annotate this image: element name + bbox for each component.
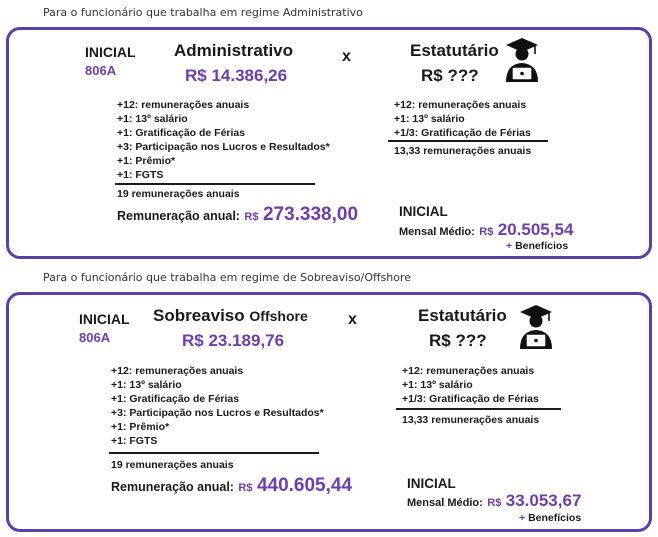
statutory-inicial: INICIAL bbox=[399, 204, 448, 219]
graduate-laptop-icon bbox=[516, 303, 556, 353]
monthly-average bbox=[399, 220, 573, 240]
annual-remuneration bbox=[117, 204, 358, 226]
regime-name: Sobreaviso bbox=[153, 306, 245, 325]
list-item: +1: 13º salário bbox=[394, 113, 465, 125]
plus-sign: + bbox=[519, 512, 526, 524]
list-item: +1/3: Gratificação de Férias bbox=[394, 127, 531, 139]
benefit-list bbox=[117, 98, 330, 182]
annual-label: Remuneração anual: bbox=[117, 209, 240, 223]
inicial-label: INICIAL bbox=[85, 44, 136, 60]
beneficios-note bbox=[519, 512, 581, 524]
statutory-total: 13,33 remunerações anuais bbox=[402, 414, 540, 426]
benefit-list bbox=[111, 364, 324, 448]
divider bbox=[115, 183, 315, 185]
list-item: +3: Participação nos Lucros e Resultados* bbox=[117, 141, 330, 153]
total-remuneracoes: 19 remunerações anuais bbox=[117, 188, 240, 200]
list-item: +1/3: Gratificação de Férias bbox=[402, 393, 539, 405]
comparison-card-administrativo bbox=[6, 27, 652, 259]
annual-value: 273.338,00 bbox=[262, 204, 359, 225]
divider bbox=[109, 452, 319, 454]
statutory-salary: R$ ??? bbox=[429, 331, 487, 350]
mensal-label: Mensal Médio: bbox=[407, 497, 483, 509]
regime-title bbox=[153, 306, 308, 326]
annual-value: 440.605,44 bbox=[256, 475, 353, 496]
base-salary: R$ 14.386,26 bbox=[185, 66, 288, 85]
section-caption: Para o funcionário que trabalha em regime de Sobreaviso/Offshore bbox=[43, 271, 412, 284]
list-item: +1: Prêmio* bbox=[111, 421, 170, 433]
list-item: +12: remunerações anuais bbox=[117, 99, 250, 111]
list-item: +1: Prêmio* bbox=[117, 155, 176, 167]
base-salary: R$ 23.189,76 bbox=[182, 331, 285, 350]
section-caption: Para o funcionário que trabalha em regime Administrativo bbox=[43, 6, 363, 19]
versus-mark: x bbox=[348, 311, 357, 328]
annual-currency: R$ bbox=[238, 482, 253, 494]
statutory-inicial: INICIAL bbox=[407, 476, 456, 491]
mensal-label: Mensal Médio: bbox=[399, 226, 475, 238]
plus-sign: + bbox=[506, 240, 513, 252]
regime-title bbox=[174, 41, 293, 61]
level-code: 806A bbox=[85, 63, 117, 78]
statutory-total: 13,33 remunerações anuais bbox=[394, 145, 532, 157]
list-item: +1: Gratificação de Férias bbox=[111, 393, 240, 405]
annual-label: Remuneração anual: bbox=[111, 480, 234, 494]
statutory-salary: R$ ??? bbox=[421, 66, 479, 85]
list-item: +1: FGTS bbox=[117, 169, 164, 181]
mensal-currency: R$ bbox=[479, 226, 494, 238]
beneficios-label: Benefícios bbox=[528, 512, 582, 524]
list-item: +12: remunerações anuais bbox=[111, 365, 244, 377]
mensal-value: 20.505,54 bbox=[497, 220, 574, 239]
statutory-list bbox=[394, 98, 531, 140]
divider bbox=[396, 408, 561, 410]
statutory-list bbox=[402, 364, 539, 406]
beneficios-note bbox=[506, 240, 568, 252]
list-item: +3: Participação nos Lucros e Resultados* bbox=[111, 407, 324, 419]
list-item: +1: FGTS bbox=[111, 435, 158, 447]
regime-sub: Offshore bbox=[249, 308, 308, 324]
list-item: +1: 13º salário bbox=[117, 113, 188, 125]
annual-remuneration bbox=[111, 475, 352, 497]
beneficios-label: Benefícios bbox=[515, 240, 569, 252]
versus-mark: x bbox=[342, 48, 351, 65]
list-item: +1: 13º salário bbox=[111, 379, 182, 391]
graduate-laptop-icon bbox=[502, 36, 542, 86]
comparison-card-sobreaviso bbox=[6, 292, 652, 532]
statutory-title: Estatutário bbox=[410, 41, 499, 60]
total-remuneracoes: 19 remunerações anuais bbox=[111, 459, 234, 471]
level-code: 806A bbox=[79, 330, 111, 345]
regime-name: Administrativo bbox=[174, 41, 294, 60]
list-item: +1: 13º salário bbox=[402, 379, 473, 391]
inicial-label: INICIAL bbox=[79, 311, 130, 327]
list-item: +1: Gratificação de Férias bbox=[117, 127, 246, 139]
list-item: +12: remunerações anuais bbox=[402, 365, 535, 377]
mensal-value: 33.053,67 bbox=[505, 491, 582, 510]
annual-currency: R$ bbox=[244, 211, 259, 223]
statutory-title: Estatutário bbox=[418, 306, 507, 325]
divider bbox=[388, 140, 548, 142]
monthly-average bbox=[407, 491, 581, 511]
mensal-currency: R$ bbox=[487, 497, 502, 509]
list-item: +12: remunerações anuais bbox=[394, 99, 527, 111]
